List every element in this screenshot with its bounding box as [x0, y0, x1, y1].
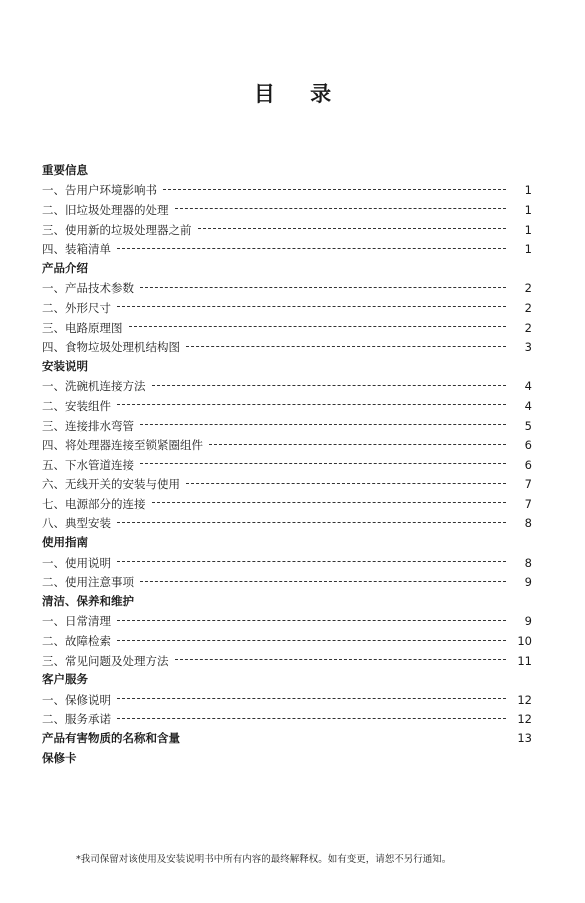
- toc-page-number: 4: [524, 398, 532, 413]
- toc-entry-label: 一、日常清理: [42, 614, 111, 629]
- toc-entry[interactable]: [42, 200, 532, 220]
- toc-entry[interactable]: [42, 494, 532, 514]
- toc-page-number: 6: [524, 438, 532, 453]
- toc-entry-label: 一、产品技术参数: [42, 281, 134, 296]
- toc-page-number: 12: [517, 712, 532, 727]
- toc-entry[interactable]: [42, 455, 532, 475]
- toc-entry-label: 二、使用注意事项: [42, 575, 134, 590]
- toc-page-number: 6: [524, 457, 532, 472]
- toc-entry[interactable]: [42, 298, 532, 318]
- toc-entry-label: 一、保修说明: [42, 692, 111, 707]
- toc-page-number: 4: [524, 379, 532, 394]
- dotted-leader: [117, 561, 506, 562]
- toc-entry-label: 一、使用说明: [42, 555, 111, 570]
- toc-entry[interactable]: [42, 475, 532, 495]
- toc-entry[interactable]: [42, 631, 532, 651]
- toc-entry-label: 二、旧垃圾处理器的处理: [42, 202, 169, 217]
- toc-entry-label: 五、下水管道连接: [42, 457, 134, 472]
- dotted-leader: [117, 640, 506, 641]
- toc-entry-label: 四、食物垃圾处理机结构图: [42, 340, 180, 355]
- toc-entry[interactable]: [42, 651, 532, 671]
- section-heading: 客户服务: [42, 672, 88, 687]
- section-heading: 重要信息: [42, 163, 88, 177]
- toc-entry[interactable]: [42, 612, 532, 632]
- dotted-leader: [140, 463, 506, 464]
- toc-entry-label: 三、使用新的垃圾处理器之前: [42, 222, 192, 237]
- toc-page-number: 12: [517, 692, 532, 707]
- toc-entry[interactable]: [42, 396, 532, 416]
- dotted-leader: [117, 404, 506, 405]
- toc-entry-label: 二、故障检索: [42, 634, 111, 649]
- dotted-leader: [117, 698, 506, 699]
- dotted-leader: [140, 287, 506, 288]
- table-of-contents: [42, 161, 532, 768]
- toc-entry-warranty-card[interactable]: 保修卡: [42, 750, 77, 765]
- toc-entry[interactable]: [42, 239, 532, 259]
- toc-entry-label: 一、洗碗机连接方法: [42, 379, 146, 394]
- dotted-leader: [129, 326, 507, 327]
- toc-page-number: 5: [524, 418, 532, 433]
- toc-page-number: 2: [524, 281, 532, 296]
- dotted-leader: [186, 346, 506, 347]
- dotted-leader: [209, 444, 506, 445]
- toc-entry-label: 二、服务承诺: [42, 712, 111, 727]
- toc-page-number: 2: [524, 320, 532, 335]
- toc-entry[interactable]: [42, 514, 532, 534]
- toc-entry-label: 四、将处理器连接至锁紧圈组件: [42, 438, 203, 453]
- dotted-leader: [117, 718, 506, 719]
- toc-entry-label: 七、电源部分的连接: [42, 496, 146, 511]
- toc-entry[interactable]: [42, 710, 532, 730]
- toc-entry[interactable]: [42, 416, 532, 436]
- toc-entry[interactable]: [42, 181, 532, 201]
- toc-entry[interactable]: [42, 220, 532, 240]
- toc-entry-label: 三、常见问题及处理方法: [42, 653, 169, 668]
- dotted-leader: [186, 483, 506, 484]
- toc-page-number: 1: [524, 183, 532, 198]
- toc-page-number: 13: [517, 731, 532, 746]
- section-heading: 清洁、保养和维护: [42, 594, 134, 609]
- toc-page-number: 7: [524, 477, 532, 492]
- toc-entry-label: 一、告用户环境影响书: [42, 183, 157, 198]
- toc-entry[interactable]: [42, 435, 532, 455]
- toc-page-number: 9: [524, 614, 532, 629]
- dotted-leader: [163, 189, 506, 190]
- toc-entry[interactable]: [42, 279, 532, 299]
- section-heading: 使用指南: [42, 535, 88, 550]
- toc-entry[interactable]: [42, 318, 532, 338]
- toc-entry[interactable]: [42, 553, 532, 573]
- footnote: *我司保留对该使用及安装说明书中所有内容的最终解释权。如有变更，请恕不另行通知。: [76, 854, 452, 865]
- dotted-leader: [117, 620, 506, 621]
- toc-page-number: 11: [517, 653, 532, 668]
- section-heading: 产品介绍: [42, 260, 88, 275]
- toc-entry[interactable]: [42, 337, 532, 357]
- toc-page-number: 10: [517, 634, 532, 649]
- toc-page-number: 8: [524, 516, 532, 531]
- toc-entry-label: 三、电路原理图: [42, 320, 123, 335]
- toc-page-number: 8: [524, 555, 532, 570]
- dotted-leader: [117, 522, 506, 523]
- toc-page-number: 9: [524, 575, 532, 590]
- dotted-leader: [175, 208, 507, 209]
- dotted-leader: [140, 424, 506, 425]
- page-title: 目 录: [253, 82, 346, 106]
- toc-entry-label: 八、典型安装: [42, 516, 111, 531]
- toc-page-number: 1: [524, 202, 532, 217]
- toc-page-number: 3: [524, 340, 532, 355]
- toc-entry-label: 三、连接排水弯管: [42, 418, 134, 433]
- dotted-leader: [175, 659, 507, 660]
- toc-entry-label: 二、外形尺寸: [42, 300, 111, 315]
- dotted-leader: [140, 581, 506, 582]
- dotted-leader: [152, 385, 507, 386]
- dotted-leader: [198, 228, 507, 229]
- dotted-leader: [152, 502, 507, 503]
- toc-entry-label: 二、安装组件: [42, 398, 111, 413]
- toc-entry-hazard-substances[interactable]: [42, 729, 532, 749]
- dotted-leader: [117, 306, 506, 307]
- toc-page-number: 1: [524, 242, 532, 257]
- toc-page-number: 1: [524, 222, 532, 237]
- toc-page-number: 7: [524, 496, 532, 511]
- toc-entry[interactable]: [42, 690, 532, 710]
- toc-page-number: 2: [524, 300, 532, 315]
- toc-entry[interactable]: [42, 572, 532, 592]
- toc-entry[interactable]: [42, 377, 532, 397]
- toc-entry-label: 产品有害物质的名称和含量: [42, 731, 180, 746]
- toc-entry-label: 四、装箱清单: [42, 242, 111, 257]
- dotted-leader: [117, 248, 506, 249]
- section-heading: 安装说明: [42, 358, 88, 373]
- toc-entry-label: 六、无线开关的安装与使用: [42, 477, 180, 492]
